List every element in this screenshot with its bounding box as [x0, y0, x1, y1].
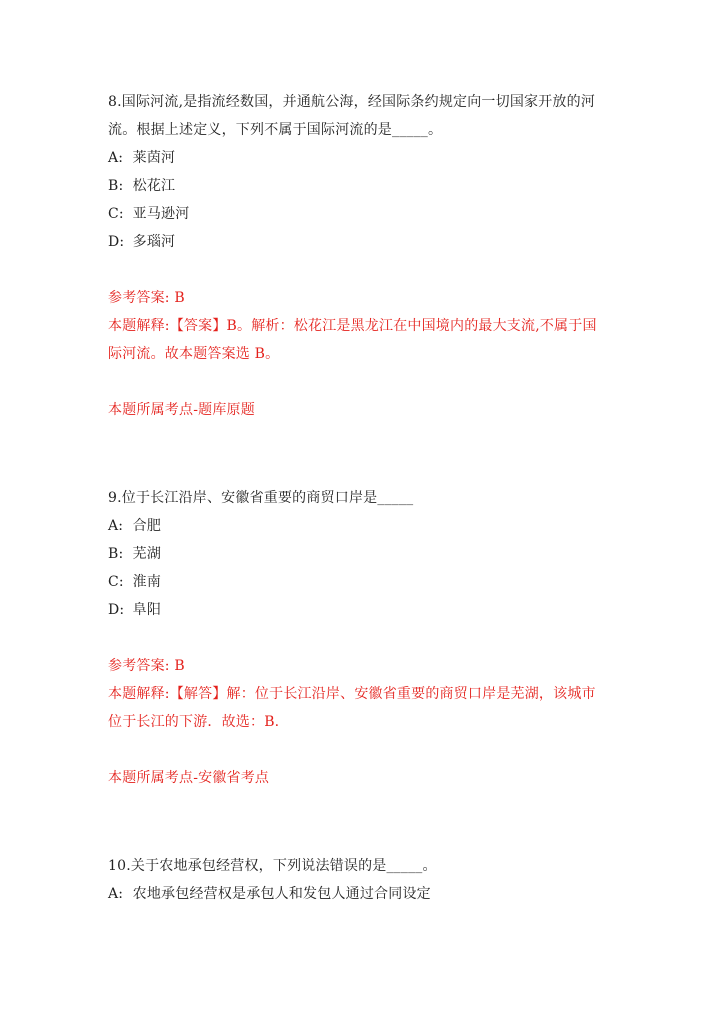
question-9-stem-line-1	[108, 488, 413, 508]
question-8-option-d	[108, 232, 175, 252]
question-8-number: 8.	[108, 94, 122, 110]
question-8-stem-text-1: 国际河流,是指流经数国，并通航公海，经国际条约规定向一切国家开放的河	[121, 94, 596, 110]
option-letter: D:	[108, 234, 125, 250]
question-10-stem-line-1	[108, 856, 437, 876]
question-9-answer: 参考答案: B	[108, 658, 185, 674]
question-8-option-a	[108, 148, 175, 168]
option-text: 亚马逊河	[132, 206, 190, 222]
question-10-number: 10.	[108, 858, 131, 874]
option-letter: C:	[108, 574, 124, 590]
question-9-option-c	[108, 572, 161, 592]
question-9-option-d	[108, 600, 161, 620]
question-9-option-a	[108, 516, 161, 536]
question-8-topic: 本题所属考点-题库原题	[108, 402, 255, 418]
question-8-explanation-line-1: 本题解释:【答案】B。解析：松花江是黑龙江在中国境内的最大支流,不属于国	[108, 318, 597, 334]
option-text: 合肥	[132, 518, 162, 534]
question-8-stem-line-2: 流。根据上述定义，下列不属于国际河流的是_____。	[108, 122, 443, 138]
question-8-stem-line-1	[108, 92, 595, 112]
option-text: 农地承包经营权是承包人和发包人通过合同设定	[132, 886, 431, 902]
question-9-option-b	[108, 544, 161, 564]
option-letter: A:	[108, 886, 124, 902]
question-8-explanation-line-2: 际河流。故本题答案选 B。	[108, 346, 280, 362]
option-letter: A:	[108, 518, 124, 534]
question-8-option-c	[108, 204, 189, 224]
option-letter: B:	[108, 546, 124, 562]
question-10-stem-text-1: 关于农地承包经营权，下列说法错误的是_____。	[130, 858, 437, 874]
question-9-explanation-line-1: 本题解释:【解答】解：位于长江沿岸、安徽省重要的商贸口岸是芜湖，该城市	[108, 686, 596, 702]
question-10-option-a	[108, 884, 431, 904]
question-8-answer: 参考答案: B	[108, 290, 185, 306]
option-text: 芜湖	[132, 546, 162, 562]
option-text: 莱茵河	[132, 150, 176, 166]
option-letter: C:	[108, 206, 124, 222]
option-letter: A:	[108, 150, 124, 166]
option-text: 松花江	[132, 178, 176, 194]
question-9-topic: 本题所属考点-安徽省考点	[108, 770, 270, 786]
option-text: 多瑙河	[132, 234, 176, 250]
option-letter: D:	[108, 602, 125, 618]
option-text: 淮南	[132, 574, 162, 590]
option-letter: B:	[108, 178, 124, 194]
question-9-stem-text-1: 位于长江沿岸、安徽省重要的商贸口岸是_____	[121, 490, 414, 506]
option-text: 阜阳	[132, 602, 162, 618]
question-8-option-b	[108, 176, 175, 196]
question-9-explanation-line-2: 位于长江的下游．故选：B.	[108, 714, 280, 730]
question-9-number: 9.	[108, 490, 122, 506]
